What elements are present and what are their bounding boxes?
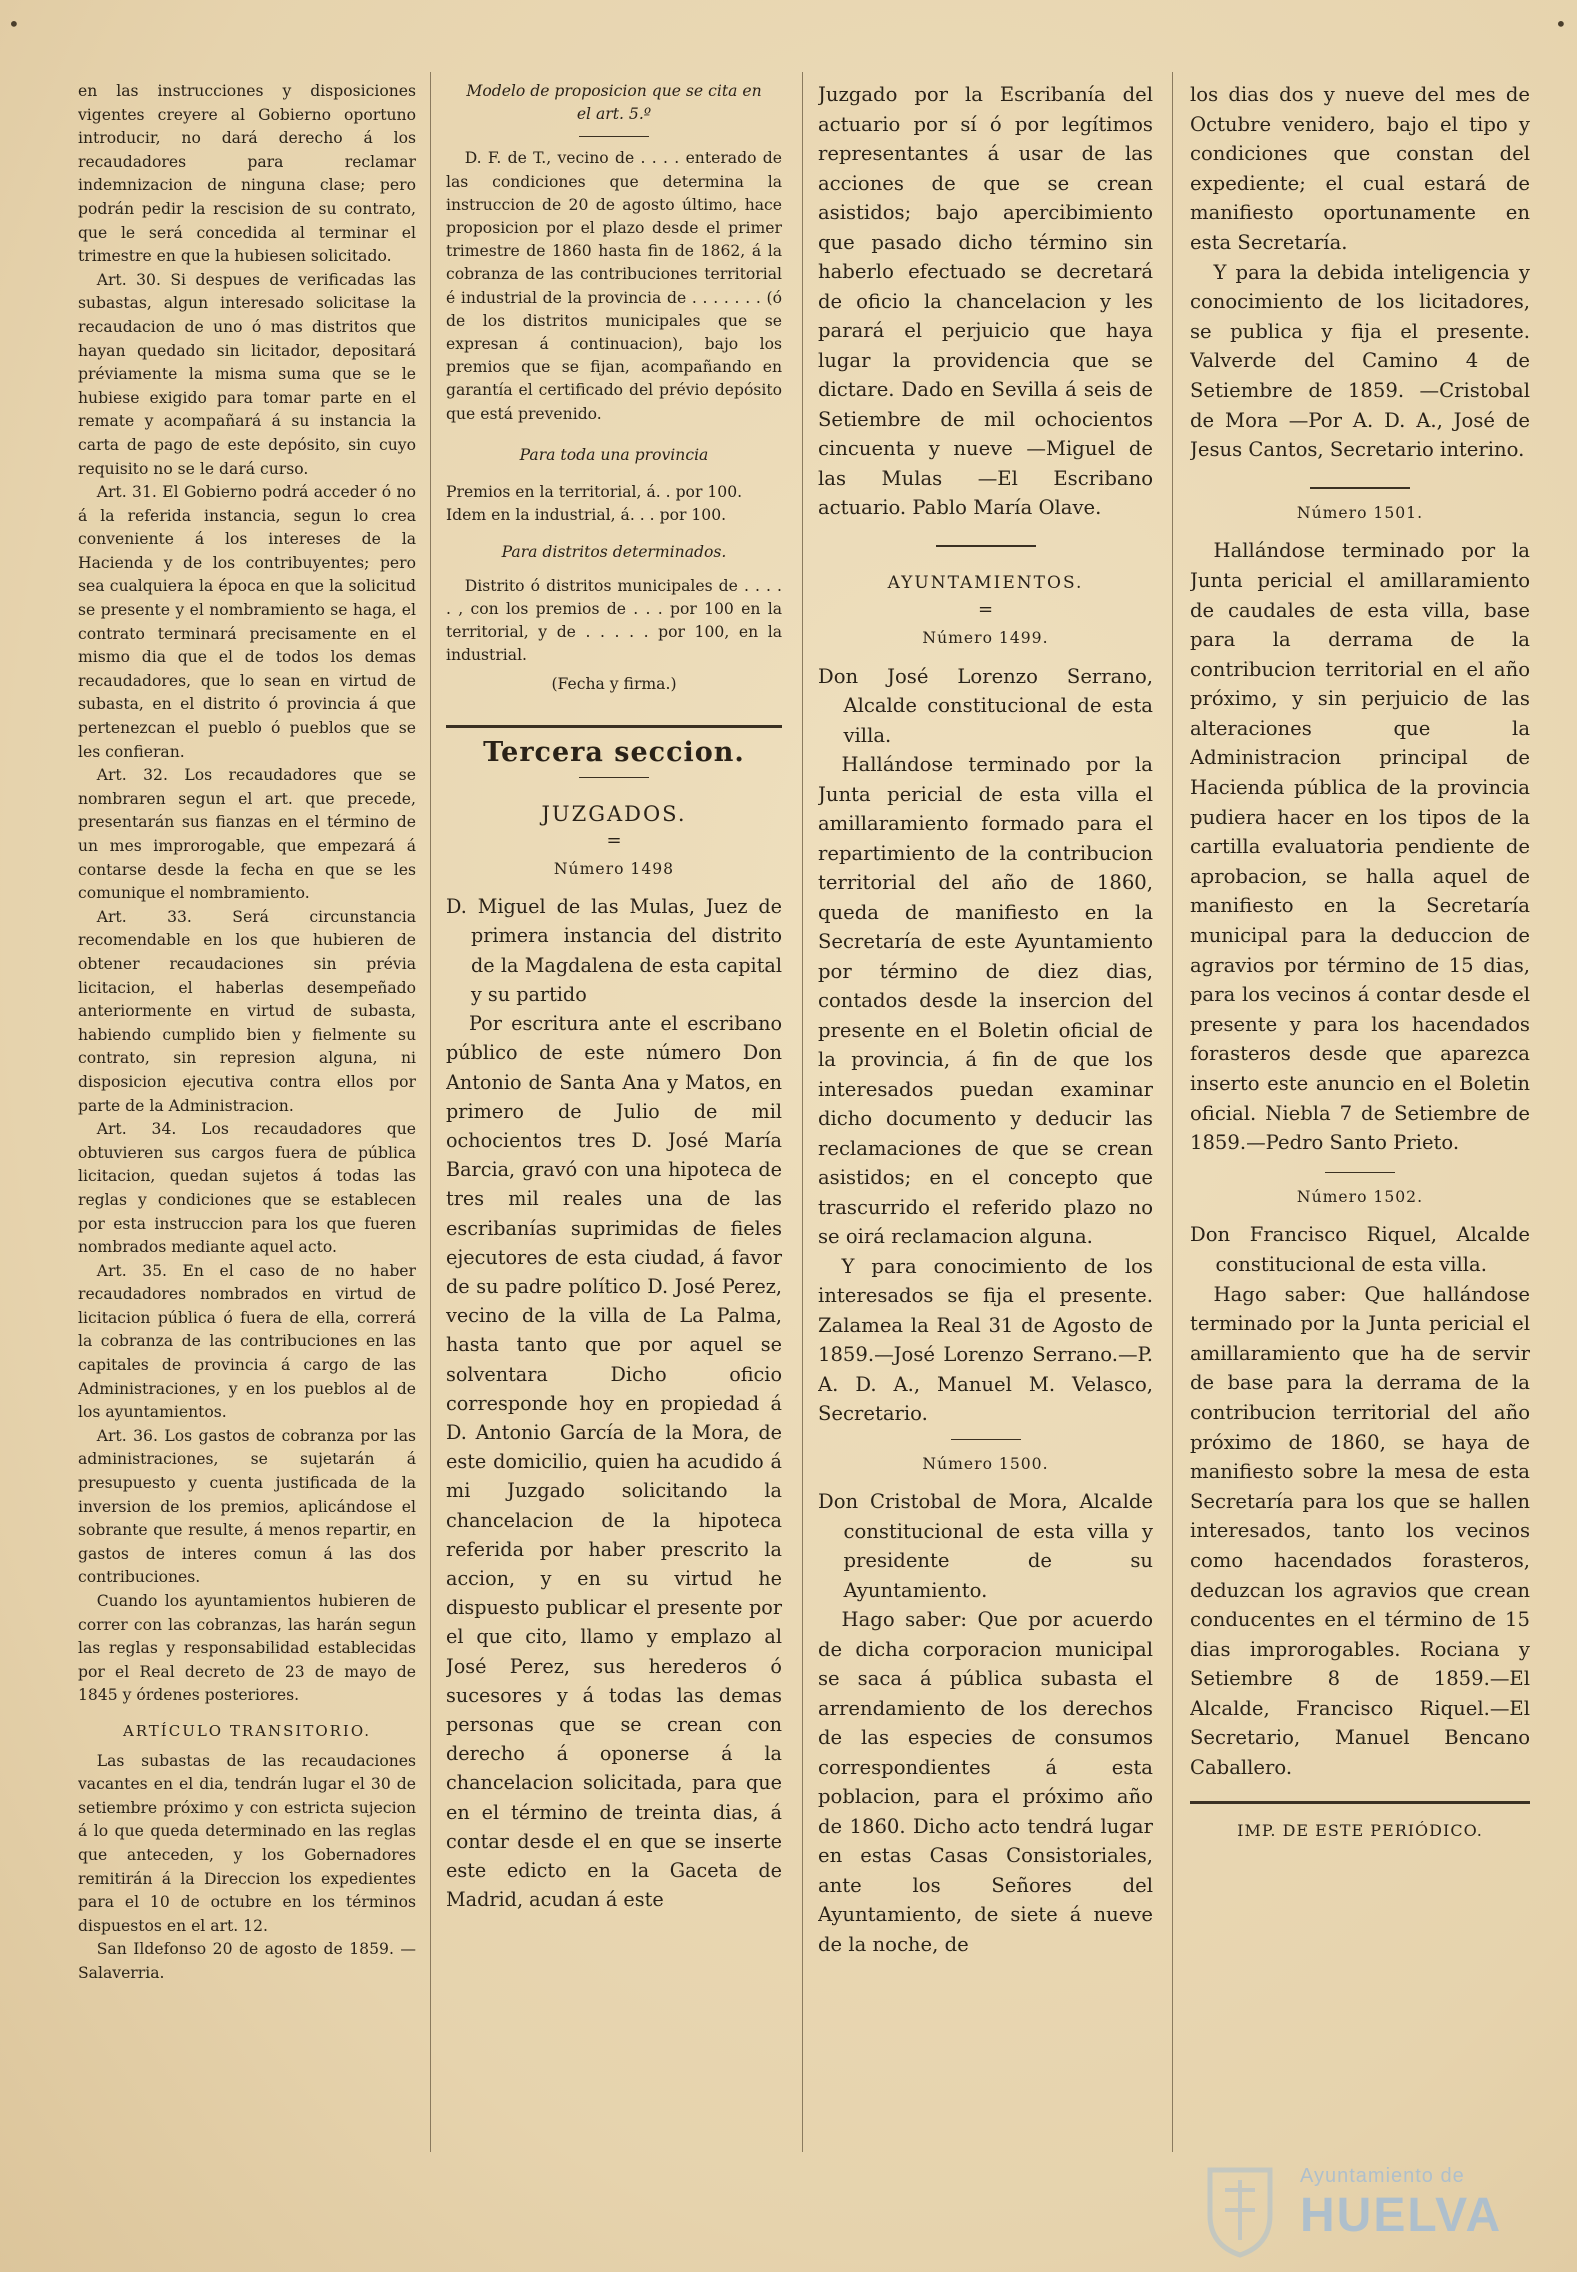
double-rule: = xyxy=(977,599,994,620)
section-heading: ARTÍCULO TRANSITORIO. xyxy=(122,1721,372,1740)
notice-number: Número 1501. xyxy=(1296,503,1424,522)
article-36: Art. 36. Los gastos de cobranza por las administraciones, se sujetarán á presupuesto y cuenta justificada de la inversion de los premios, aplicándose el sobrante que resulte, á menos repartir, en gastos de interes comun á las dos contribuciones. xyxy=(78,1426,416,1587)
article-32: Art. 32. Los recaudadores que se nombraren segun el art. que precede, presentarán sus fianzas en el término de un mes improrogable, que empezará á contarse desde la fecha en que se les comunique el nombramiento. xyxy=(78,766,416,903)
divider xyxy=(446,725,782,728)
divider xyxy=(579,136,649,137)
districts-body: Distrito ó distritos municipales de . . . . . , con los premios de . . . por 100 en la territorial, y de . . . . . por 100, en la industrial. xyxy=(446,576,782,665)
watermark-org: Ayuntamiento de xyxy=(1300,2165,1465,2187)
section-heading: AYUNTAMIENTOS. xyxy=(887,572,1084,593)
notice-body: Hallándose terminado por la Junta pericial el amillaramiento de caudales de esta villa, base para la derrama de la contribucion territorial en el año próximo, y sin perjuicio de las alteraciones que la Administracion principal de Hacienda pública de la provincia pudiera hacer en los tipos de la cartilla evaluatoria pendiente de aprobacion, se halla aquel de manifiesto en la Secretaría municipal para la deduccion de agravios por término de 15 dias, para los vecinos á contar desde el presente y para los hacendados forasteros desde que aparezca inserto este anuncio en el Boletin oficial. Niebla 7 de Setiembre de 1859.—Pedro Santo Prieto. xyxy=(1190,539,1530,1155)
signature: San Ildefonso 20 de agosto de 1859. —Salaverria. xyxy=(78,1940,416,1982)
notice-body: Y para conocimiento de los interesados se fija el presente. Zalamea la Real 31 de Agosto de 1859.—José Lorenzo Serrano.—P. A. D. A., Manuel M. Velasco, Secretario. xyxy=(818,1254,1153,1425)
article-31: Art. 31. El Gobierno podrá acceder ó no á la referida instancia, segun lo crea conveniente á los intereses de la Hacienda y de los contribuyentes; pero sea cualquiera la época en que la solicitud se presente y el nombramiento se haga, el contrato terminará precisamente en el mismo dia que el de todos los demas recaudadores, que lo sean en virtud de subasta, en el distrito ó provincia á que pertenezcan el pueblo ó pueblos que se les confieran. xyxy=(78,483,416,761)
notice-number: Número 1500. xyxy=(922,1454,1049,1473)
column-3 xyxy=(818,80,1153,1959)
notice-header: Don Cristobal de Mora, Alcalde constitucional de esta villa y presidente de su Ayuntamiento. xyxy=(818,1490,1153,1602)
subheading: Para distritos determinados. xyxy=(501,543,727,562)
paragraph: Las subastas de las recaudaciones vacantes en el dia, tendrán lugar el 30 de setiembre próximo y con estricta sujecion á lo que queda determinado en las reglas que anteceden, y los Gobernadores remitirán á la Direccion los expedientes para el 10 de octubre en los términos dispuestos en el art. 12. xyxy=(78,1751,416,1935)
paragraph: Cuando los ayuntamientos hubieren de correr con las cobranzas, las harán segun las reglas y responsabilidad establecidas por el Real decreto de 23 de mayo de 1845 y órdenes posteriores. xyxy=(78,1592,416,1705)
section-heading: JUZGADOS. xyxy=(541,801,687,826)
column-1 xyxy=(78,80,416,1986)
model-body: D. F. de T., vecino de . . . . enterado de las condiciones que determina la instruccion de 20 de agosto último, hace proposicion por el plazo desde el primer trimestre de 1860 hasta fin de 1862, á la cobranza de las contribuciones territorial é industrial de la provincia de . . . . . . . (ó de los distritos municipales que se expresan á continuacion), bajo los premios que se fijan, acompañando en garantía el certificado del prévio depósito que está prevenido. xyxy=(446,149,782,423)
column-4 xyxy=(1190,80,1530,1845)
section-title: Tercera seccion. xyxy=(483,736,745,768)
divider xyxy=(1310,487,1410,489)
page-mark-right: • xyxy=(1555,12,1567,36)
notice-body: Juzgado por la Escribanía del actuario por sí ó por legítimos representantes á usar de las acciones de que se crean asistidos; bajo apercibimiento que pasado dicho término sin haberlo efectuado se decretará de oficio la chancelacion y les parará el perjuicio que haya lugar la providencia que se dictare. Dado en Sevilla á seis de Setiembre de mil ochocientos cincuenta y nueve —Miguel de las Mulas —El Escribano actuario. Pablo María Olave. xyxy=(818,83,1153,519)
notice-body: Hallándose terminado por la Junta pericial de esta villa el amillaramiento formado para el repartimiento de la contribucion territorial del año de 1860, queda de manifiesto en la Secretaría de este Ayuntamiento por término de diez dias, contados desde la insercion del presente en el Boletin oficial de la provincia, á fin de que los interesados puedan examinar dicho documento y deducir las reclamaciones de que se crean asistidos; en el concepto que trascurrido el referido plazo no se oirá reclamacion alguna. xyxy=(818,753,1153,1248)
subheading: Para toda una provincia xyxy=(519,445,709,464)
notice-number: Número 1502. xyxy=(1296,1187,1424,1206)
column-rule xyxy=(802,72,803,2152)
premium-line: Premios en la territorial, á. . por 100. xyxy=(446,483,743,502)
column-2 xyxy=(446,80,782,1914)
notice-header: Don José Lorenzo Serrano, Alcalde constitucional de esta villa. xyxy=(818,664,1153,747)
article-35: Art. 35. En el caso de no haber recaudadores nombrados en virtud de licitacion pública ó fuera de ella, correrá la cobranza de las contribuciones en las capitales de provincia á cargo de las Administraciones, y en los pueblos al de los ayuntamientos. xyxy=(78,1261,416,1422)
paragraph: en las instrucciones y disposiciones vigentes creyere al Gobierno oportuno introducir, no dará derecho á los recaudadores para reclamar indemnizacion de ninguna clase; pero podrán pedir la rescision de su contrato, que le será concedida al terminar el trimestre en que la hubiesen solicitado. xyxy=(78,82,416,266)
notice-header: Don Francisco Riquel, Alcalde constitucional de esta villa. xyxy=(1190,1223,1530,1276)
divider xyxy=(951,1439,1021,1440)
notice-number: Número 1498 xyxy=(553,860,675,879)
notice-header: D. Miguel de las Mulas, Juez de primera instancia del distrito de la Magdalena de esta capital y su partido xyxy=(446,895,782,1006)
date-signature: (Fecha y firma.) xyxy=(551,675,677,694)
notice-body: Hago saber: Que por acuerdo de dicha corporacion municipal se saca á pública subasta el arrendamiento de los derechos de las especies de consumos correspondientes á esta poblacion, para el próximo año de 1860. Dicho acto tendrá lugar en estas Casas Consistoriales, ante los Señores del Ayuntamiento, de siete á nueve de la noche, de xyxy=(818,1608,1153,1956)
coat-of-arms-icon xyxy=(1200,2160,1280,2260)
notice-body: Por escritura ante el escribano público de este número Don Antonio de Santa Ana y Matos, en primero de Julio de mil ochocientos tres D. José María Barcia, gravó con una hipoteca de tres mil reales una de las escribanías suprimidas de fieles ejecutores de esta ciudad, á favor de su padre político D. José Perez, vecino de la villa de La Palma, hasta tanto que por aquel se solventara Dicho oficio corresponde hoy en propiedad á D. Antonio García de la Mora, de este domicilio, quien ha acudido á mi Juzgado solicitando la chancelacion de la hipoteca referida por haber prescrito la accion, y en su virtud he dispuesto publicar el presente por el que cito, llamo y emplazo al José Perez, sus herederos ó sucesores y á todas las demas personas que se crean con derecho á oponerse á la chancelacion solicitada, para que en el término de treinta dias, á contar desde el en que se inserte este edicto en la Gaceta de Madrid, acudan á este xyxy=(446,1012,782,1912)
column-rule xyxy=(430,72,431,2152)
column-rule xyxy=(1172,72,1173,2152)
model-title: Modelo de proposicion que se cita en el art. 5.º xyxy=(466,82,762,124)
divider xyxy=(936,545,1036,547)
printer-imprint: IMP. DE ESTE PERIÓDICO. xyxy=(1237,1820,1483,1840)
notice-body: los dias dos y nueve del mes de Octubre venidero, bajo el tipo y condiciones que constan del expediente; el cual estará de manifiesto oportunamente en esta Secretaría. xyxy=(1190,83,1530,254)
premium-line: Idem en la industrial, á. . . por 100. xyxy=(446,506,727,525)
double-rule: = xyxy=(606,830,622,852)
divider xyxy=(579,777,649,778)
notice-body: Y para la debida inteligencia y conocimiento de los licitadores, se publica y fija el presente. Valverde del Camino 4 de Setiembre de 1859. —Cristobal de Mora —Por A. D. A., José de Jesus Cantos, Secretario interino. xyxy=(1190,260,1530,462)
divider xyxy=(1325,1172,1395,1173)
divider xyxy=(1190,1801,1530,1804)
page-mark-left: • xyxy=(8,12,20,36)
watermark-city: HUELVA xyxy=(1300,2189,1503,2242)
article-30: Art. 30. Si despues de verificadas las subastas, algun interesado solicitase la recaudacion de uno ó mas distritos que hayan quedado sin licitador, depositará préviamente la misma suma que se le hubiese exigido para tomar parte en el remate y acompañará á su instancia la carta de pago de este depósito, sin cuyo requisito no se le dará curso. xyxy=(78,270,416,478)
article-34: Art. 34. Los recaudadores que obtuvieren sus cargos fuera de pública licitacion, quedan sujetos á todas las reglas y condiciones que se establecen por esta instruccion para los que fueren nombrados mediante aquel acto. xyxy=(78,1120,416,1257)
article-33: Art. 33. Será circunstancia recomendable en los que hubieren de obtener recaudaciones sin prévia licitacion, el haberlas desempeñado anteriormente en virtud de subasta, habiendo cumplido bien y fielmente su contrato, sin represion alguna, ni disposicion ejecutiva contra ellos por parte de la Administracion. xyxy=(78,907,416,1115)
notice-number: Número 1499. xyxy=(922,629,1049,647)
notice-body: Hago saber: Que hallándose terminado por la Junta pericial el amillaramiento que ha de servir de base para la derrama de la contribucion territorial del año próximo de 1860, se haya de manifiesto sobre la mesa de esta Secretaría para los que se hallen interesados, tanto los vecinos como hacendados forasteros, deduzcan los agravios que crean conducentes en el término de 15 dias improrogables. Rociana y Setiembre 8 de 1859.—El Alcalde, Francisco Riquel.—El Secretario, Manuel Bencano Caballero. xyxy=(1190,1282,1530,1780)
